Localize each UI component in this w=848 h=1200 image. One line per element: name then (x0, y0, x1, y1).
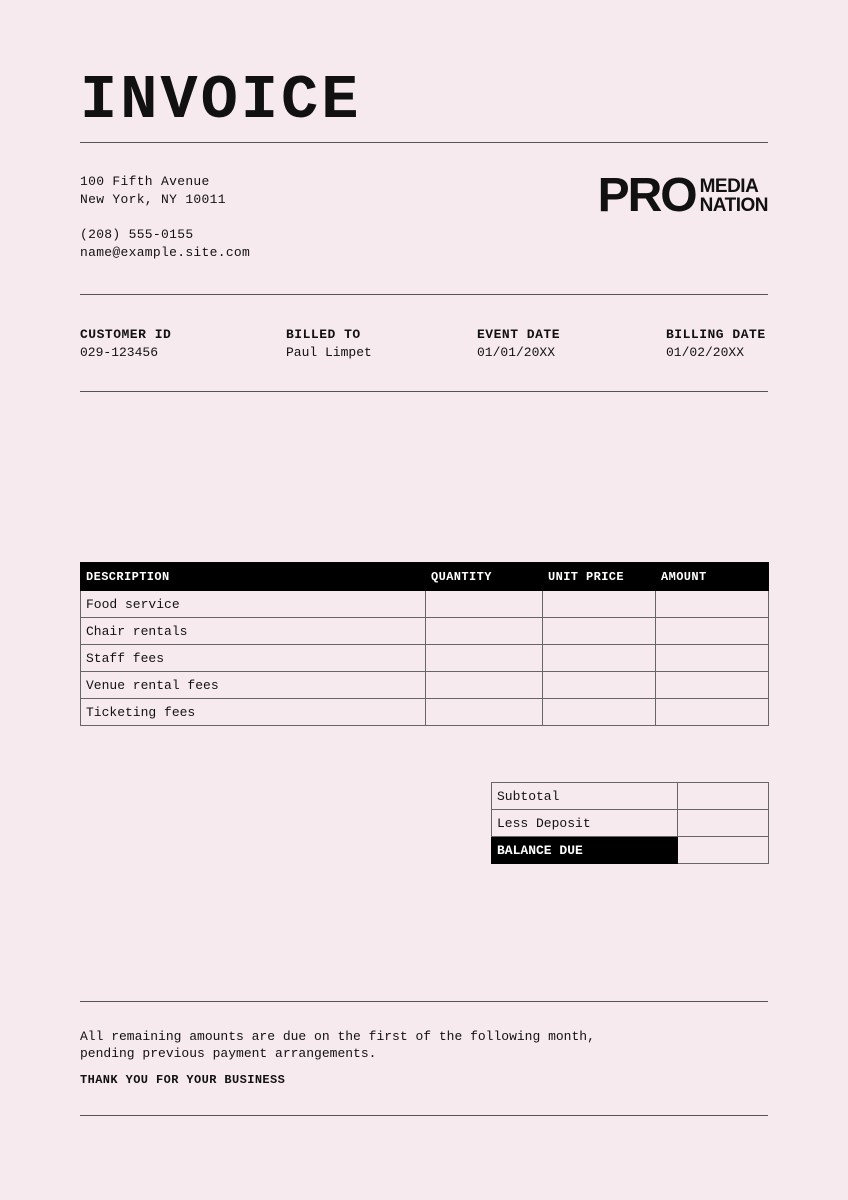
item-description: Ticketing fees (81, 699, 426, 726)
billing-date-block (666, 326, 766, 361)
subtotal-value (678, 783, 769, 810)
table-row (81, 699, 769, 726)
item-amount (656, 591, 769, 618)
divider (80, 142, 768, 143)
sender-contact (80, 226, 250, 262)
item-unit-price (543, 672, 656, 699)
item-unit-price (543, 618, 656, 645)
item-quantity (426, 672, 543, 699)
subtotal-row (492, 783, 769, 810)
company-logo (597, 169, 768, 222)
event-date-value: 01/01/20XX (477, 345, 556, 360)
line-items-table (80, 562, 769, 726)
item-amount (656, 699, 769, 726)
table-row (81, 618, 769, 645)
table-row (81, 672, 769, 699)
item-quantity (426, 645, 543, 672)
logo-text-main: PRO (597, 169, 696, 222)
item-amount (656, 618, 769, 645)
deposit-label: Less Deposit (492, 810, 678, 837)
item-quantity (426, 699, 543, 726)
table-header-row (81, 563, 769, 591)
phone-number: (208) 555-0155 (80, 227, 194, 242)
divider (80, 294, 768, 295)
email-address: name@example.site.com (80, 245, 251, 260)
billed-to-block (286, 326, 372, 361)
divider (80, 1115, 768, 1116)
event-date-label: EVENT DATE (477, 327, 561, 342)
logo-text-line2: NATION (699, 195, 768, 216)
header-quantity: QUANTITY (426, 563, 543, 591)
item-description: Staff fees (81, 645, 426, 672)
item-unit-price (543, 699, 656, 726)
header-unit-price: UNIT PRICE (543, 563, 656, 591)
billed-to-value: Paul Limpet (286, 345, 372, 360)
address-line-2: New York, NY 10011 (80, 192, 226, 207)
balance-due-row (492, 837, 769, 864)
deposit-row (492, 810, 769, 837)
item-unit-price (543, 645, 656, 672)
customer-id-label: CUSTOMER ID (80, 327, 172, 342)
deposit-value (678, 810, 769, 837)
item-quantity (426, 618, 543, 645)
item-amount (656, 672, 769, 699)
billing-date-value: 01/02/20XX (666, 345, 745, 360)
customer-id-value: 029-123456 (80, 345, 159, 360)
item-quantity (426, 591, 543, 618)
address-line-1: 100 Fifth Avenue (80, 174, 210, 189)
invoice-title: INVOICE (80, 65, 362, 136)
header-amount: AMOUNT (656, 563, 769, 591)
divider (80, 391, 768, 392)
totals-table (491, 782, 769, 864)
balance-due-value (678, 837, 769, 864)
item-amount (656, 645, 769, 672)
item-description: Food service (81, 591, 426, 618)
sender-address (80, 173, 226, 209)
item-unit-price (543, 591, 656, 618)
logo-text-line1: MEDIA (699, 176, 759, 197)
table-row (81, 645, 769, 672)
item-description: Venue rental fees (81, 672, 426, 699)
item-description: Chair rentals (81, 618, 426, 645)
payment-terms-note: All remaining amounts are due on the first of the following month, pending previous payment arrangements. (80, 1029, 595, 1061)
billing-date-label: BILLING DATE (666, 327, 766, 342)
header-description: DESCRIPTION (81, 563, 426, 591)
event-date-block (477, 326, 560, 361)
subtotal-label: Subtotal (492, 783, 678, 810)
billed-to-label: BILLED TO (286, 327, 361, 342)
table-row (81, 591, 769, 618)
divider (80, 1001, 768, 1002)
balance-due-label: BALANCE DUE (492, 837, 678, 864)
customer-id-block (80, 326, 171, 361)
thank-you-message: THANK YOU FOR YOUR BUSINESS (80, 1073, 286, 1087)
